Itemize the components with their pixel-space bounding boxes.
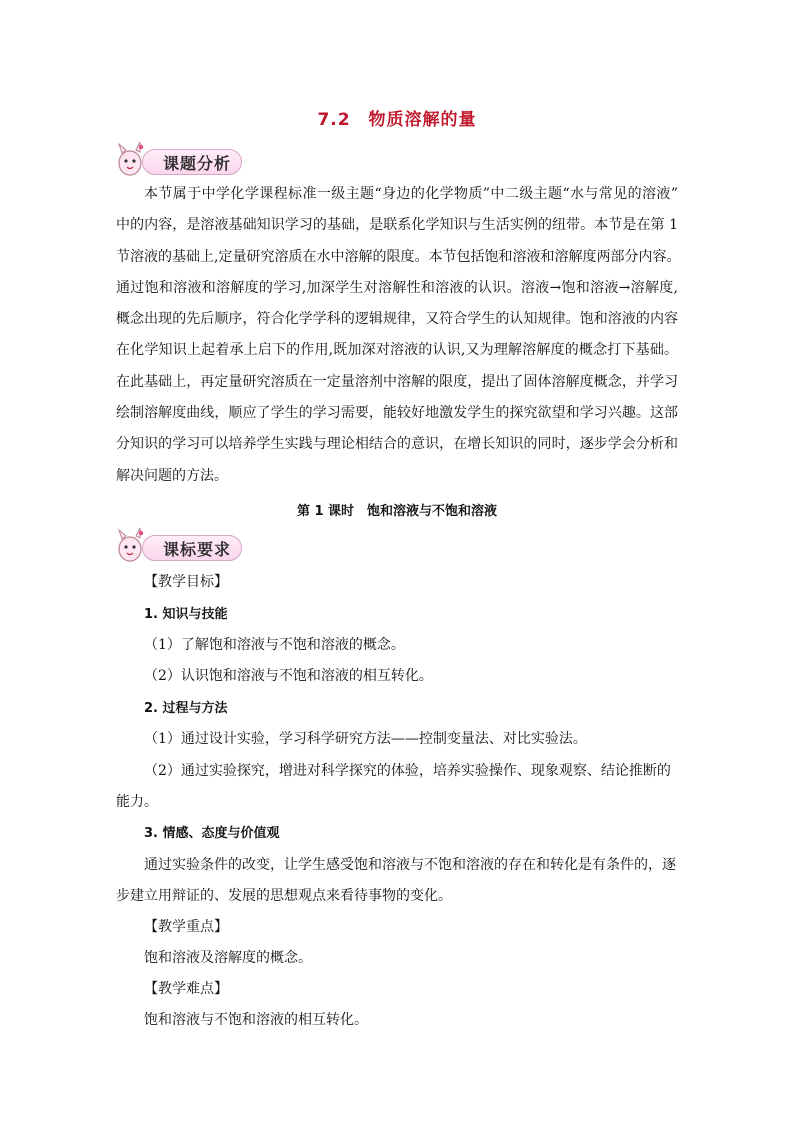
emotion-heading: 3. 情感、态度与价值观 — [144, 826, 280, 841]
analysis-line: 中的内容，是溶液基础知识学习的基础，是联系化学知识与生活实例的纽带。本节是在第 1 — [116, 217, 678, 234]
knowledge-heading: 1. 知识与技能 — [144, 607, 228, 622]
goals-heading: 【教学目标】 — [144, 574, 228, 590]
analysis-line: 本节属于中学化学课程标准一级主题“身边的化学物质”中二级主题“水与常见的溶液” — [144, 186, 678, 202]
requirements-badge — [116, 527, 246, 565]
analysis-badge — [116, 141, 246, 179]
knowledge-item-2: （2）认识饱和溶液与不饱和溶液的相互转化。 — [144, 668, 433, 684]
analysis-line: 在此基础上，再定量研究溶质在一定量溶剂中溶解的限度，提出了固体溶解度概念，并学习 — [116, 373, 678, 390]
analysis-line: 通过饱和溶液和溶解度的学习,加深学生对溶解性和溶液的认识。溶液→饱和溶液→溶解度, — [116, 279, 678, 296]
analysis-line: 概念出现的先后顺序，符合化学学科的逻辑规律，又符合学生的认知规律。饱和溶液的内容 — [116, 311, 678, 328]
difficulty-heading: 【教学难点】 — [144, 981, 228, 997]
key-point-heading: 【教学重点】 — [144, 919, 228, 935]
emotion-text-cont: 步建立用辩证的、发展的思想观点来看待事物的变化。 — [116, 888, 452, 904]
analysis-line: 解决问题的方法。 — [116, 467, 228, 484]
analysis-badge-label: 课题分析 — [142, 149, 242, 175]
lesson-title: 第 1 课时 饱和溶液与不饱和溶液 — [296, 504, 498, 519]
analysis-line: 分知识的学习可以培养学生实践与理论相结合的意识，在增长知识的同时，逐步学会分析和 — [116, 436, 678, 453]
process-item-2-cont: 能力。 — [116, 794, 158, 810]
knowledge-item-1: （1）了解饱和溶液与不饱和溶液的概念。 — [144, 637, 405, 653]
analysis-paragraph — [116, 179, 681, 492]
process-heading: 2. 过程与方法 — [144, 701, 228, 716]
analysis-line: 在化学知识上起着承上启下的作用,既加深对溶液的认识,又为理解溶解度的概念打下基础。 — [116, 342, 678, 359]
process-item-1: （1）通过设计实验，学习科学研究方法——控制变量法、对比实验法。 — [144, 731, 587, 747]
analysis-line: 绘制溶解度曲线，顺应了学生的学习需要，能较好地激发学生的探究欲望和学习兴趣。这部 — [116, 405, 678, 422]
analysis-line: 节溶液的基础上,定量研究溶质在水中溶解的限度。本节包括饱和溶液和溶解度两部分内容。 — [116, 248, 681, 265]
requirements-badge-label: 课标要求 — [142, 535, 242, 561]
emotion-text: 通过实验条件的改变，让学生感受饱和溶液与不饱和溶液的存在和转化是有条件的，逐 — [144, 857, 676, 873]
process-item-2: （2）通过实验探究，增进对科学探究的体验，培养实验操作、现象观察、结论推断的 — [144, 763, 671, 779]
difficulty-text: 饱和溶液与不饱和溶液的相互转化。 — [144, 1012, 368, 1028]
page-title: 7.2 物质溶解的量 — [317, 110, 477, 130]
key-point-text: 饱和溶液及溶解度的概念。 — [144, 950, 312, 966]
